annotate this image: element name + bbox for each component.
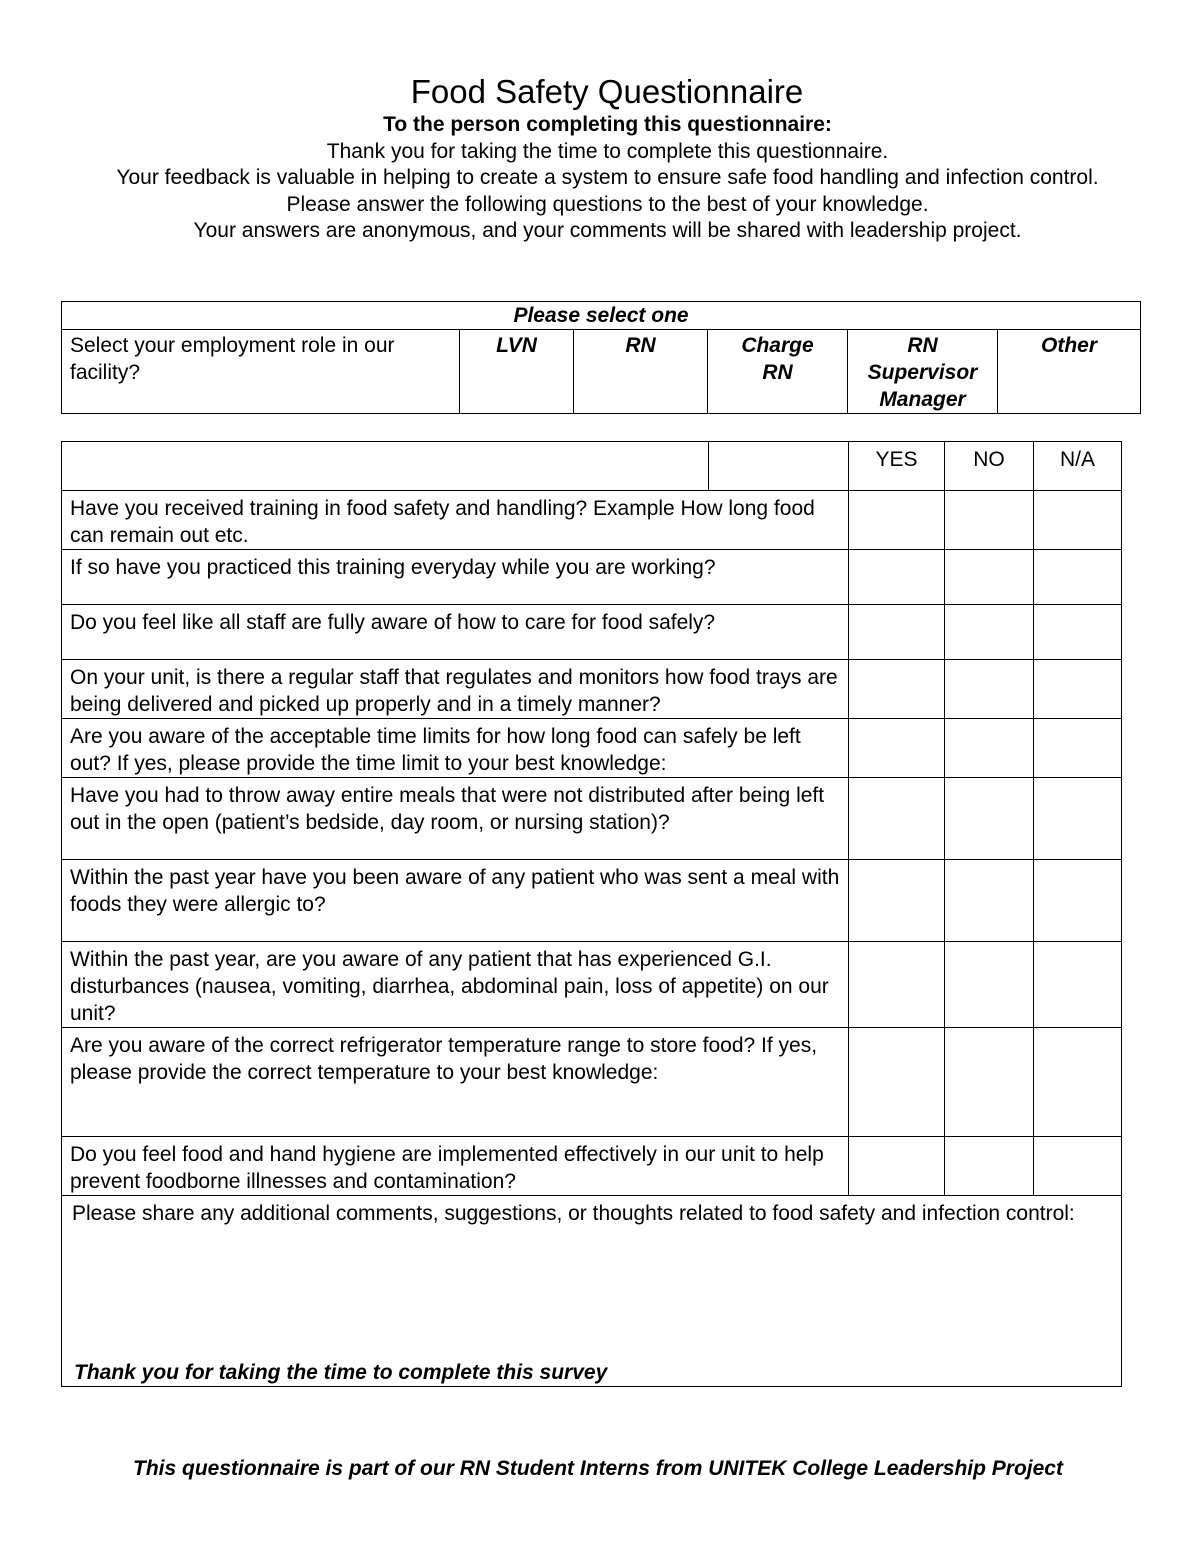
question-text: Have you had to throw away entire meals that were not distributed after being left out in the open (patient’s bedside, day room, or nursing station)? xyxy=(62,778,849,860)
answer-yes-cell[interactable] xyxy=(849,860,945,942)
role-question: Select your employment role in our facility? xyxy=(62,330,460,414)
answer-na-cell[interactable] xyxy=(1034,778,1122,860)
answer-yes-cell[interactable] xyxy=(849,1137,945,1196)
question-text: Do you feel food and hand hygiene are implemented effectively in our unit to help prevent foodborne illnesses and contamination? xyxy=(62,1137,849,1196)
comments-box[interactable] xyxy=(62,1196,1122,1387)
answer-yes-cell[interactable] xyxy=(849,778,945,860)
answer-no-cell[interactable] xyxy=(945,719,1034,778)
thanks-note: Thank you for taking the time to complete this survey xyxy=(74,1361,608,1384)
question-text: Do you feel like all staff are fully aware of how to care for food safely? xyxy=(62,605,849,660)
intro-line: Thank you for taking the time to complete this questionnaire. xyxy=(326,139,889,163)
intro-line: Your feedback is valuable in helping to create a system to ensure safe food handling and infection control. xyxy=(116,166,1099,189)
question-text: On your unit, is there a regular staff that regulates and monitors how food trays are being delivered and picked up properly and in a timely manner? xyxy=(62,660,849,719)
question-text: Are you aware of the acceptable time limits for how long food can safely be left out? If yes, please provide the time limit to your best knowledge: xyxy=(62,719,849,778)
header-no: NO xyxy=(945,442,1034,491)
select-one-label: Please select one xyxy=(62,302,1141,330)
question-text: Within the past year, are you aware of any patient that has experienced G.I. disturbances (nausea, vomiting, diarrhea, abdominal pain, loss of appetite) on our unit? xyxy=(62,942,849,1028)
table-row xyxy=(62,550,1122,605)
role-option-other[interactable]: Other xyxy=(998,330,1141,414)
question-text: If so have you practiced this training everyday while you are working? xyxy=(62,550,849,605)
table-row xyxy=(62,719,1122,778)
header-na: N/A xyxy=(1034,442,1122,491)
answer-no-cell[interactable] xyxy=(945,942,1034,1028)
page-title: Food Safety Questionnaire xyxy=(410,73,804,110)
answer-na-cell[interactable] xyxy=(1034,550,1122,605)
answer-yes-cell[interactable] xyxy=(849,942,945,1028)
table-row xyxy=(62,1137,1122,1196)
answer-no-cell[interactable] xyxy=(945,1028,1034,1137)
question-text: Within the past year have you been aware of any patient who was sent a meal with foods they were allergic to? xyxy=(62,860,849,942)
table-row xyxy=(62,491,1122,550)
answer-na-cell[interactable] xyxy=(1034,605,1122,660)
answer-no-cell[interactable] xyxy=(945,660,1034,719)
answer-no-cell[interactable] xyxy=(945,1137,1034,1196)
answer-na-cell[interactable] xyxy=(1034,719,1122,778)
answer-na-cell[interactable] xyxy=(1034,491,1122,550)
role-option-rn[interactable]: RN xyxy=(574,330,708,414)
header-blank-cell xyxy=(62,442,709,491)
table-row xyxy=(62,1028,1122,1137)
intro-heading: To the person completing this questionnaire: xyxy=(383,113,832,136)
intro-line: Please answer the following questions to the best of your knowledge. xyxy=(286,192,929,216)
answer-yes-cell[interactable] xyxy=(849,550,945,605)
role-option-rn-supervisor-manager[interactable] xyxy=(848,330,998,414)
answer-na-cell[interactable] xyxy=(1034,942,1122,1028)
answer-na-cell[interactable] xyxy=(1034,1137,1122,1196)
answer-na-cell[interactable] xyxy=(1034,860,1122,942)
table-row xyxy=(62,778,1122,860)
answer-no-cell[interactable] xyxy=(945,605,1034,660)
answer-no-cell[interactable] xyxy=(945,550,1034,605)
footer-note: This questionnaire is part of our RN Student Interns from UNITEK College Leadership Project xyxy=(133,1457,1063,1480)
intro-line: Your answers are anonymous, and your comments will be shared with leadership project. xyxy=(193,219,1022,242)
role-option-lvn[interactable]: LVN xyxy=(460,330,574,414)
answer-na-cell[interactable] xyxy=(1034,1028,1122,1137)
intro-block xyxy=(70,112,1145,245)
comments-row xyxy=(62,1196,1122,1387)
answer-yes-cell[interactable] xyxy=(849,605,945,660)
answer-yes-cell[interactable] xyxy=(849,719,945,778)
answer-no-cell[interactable] xyxy=(945,860,1034,942)
answer-no-cell[interactable] xyxy=(945,491,1034,550)
role-option-charge-rn-label: Charge RN xyxy=(741,334,814,384)
answer-no-cell[interactable] xyxy=(945,778,1034,860)
role-option-charge-rn[interactable] xyxy=(708,330,848,414)
question-text: Are you aware of the correct refrigerator temperature range to store food? If yes, please provide the correct temperature to your best knowledge: xyxy=(62,1028,849,1137)
header-blank-cell xyxy=(709,442,849,491)
table-row xyxy=(62,860,1122,942)
table-row xyxy=(62,605,1122,660)
questions-table xyxy=(61,441,1122,1387)
table-row xyxy=(62,660,1122,719)
table-row xyxy=(62,942,1122,1028)
answer-yes-cell[interactable] xyxy=(849,1028,945,1137)
role-table xyxy=(61,301,1141,414)
question-text: Have you received training in food safety and handling? Example How long food can remain out etc. xyxy=(62,491,849,550)
answer-na-cell[interactable] xyxy=(1034,660,1122,719)
role-option-rn-supervisor-label: RN Supervisor Manager xyxy=(867,334,978,411)
answer-yes-cell[interactable] xyxy=(849,491,945,550)
comments-prompt: Please share any additional comments, suggestions, or thoughts related to food safety and infection control: xyxy=(72,1202,1075,1225)
header-yes: YES xyxy=(849,442,945,491)
answer-yes-cell[interactable] xyxy=(849,660,945,719)
